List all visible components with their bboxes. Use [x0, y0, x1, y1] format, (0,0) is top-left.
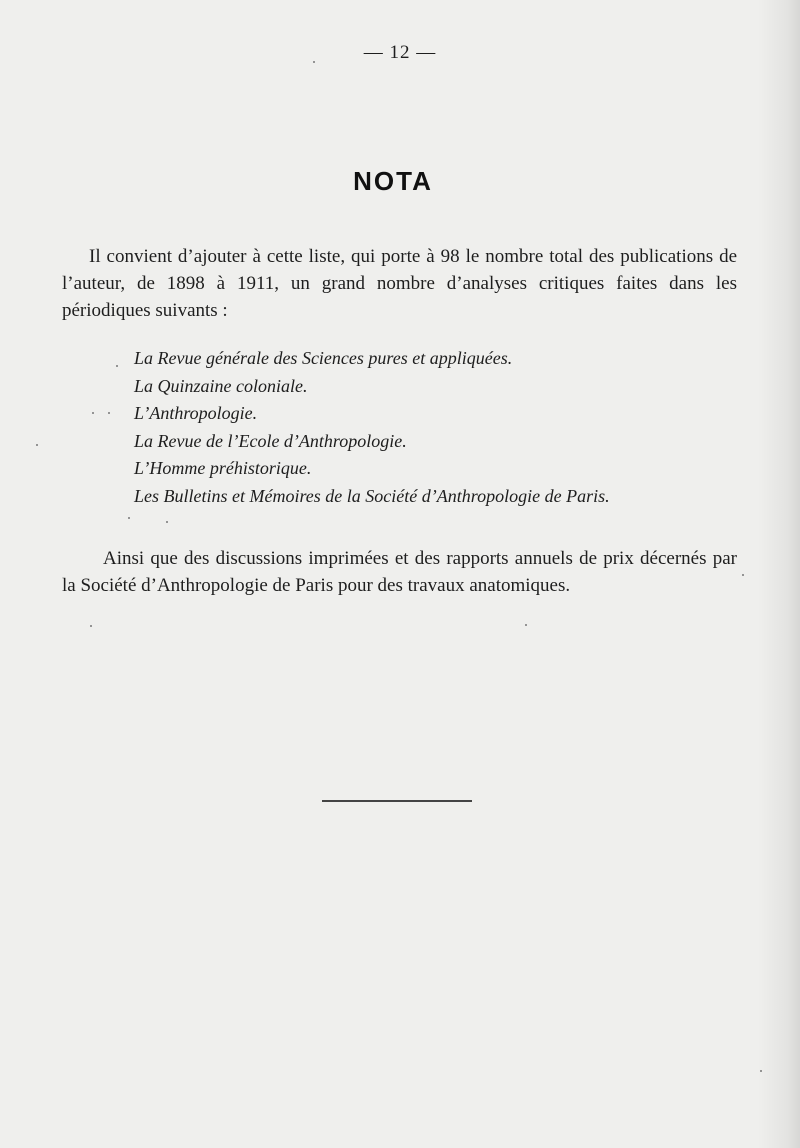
list-item: La Revue générale des Sciences pures et appliquées. [134, 348, 513, 368]
list-item: L’Homme préhistorique. [134, 458, 312, 478]
section-heading: NOTA [353, 166, 433, 196]
list-item: La Revue de l’Ecole d’Anthropologie. [134, 430, 407, 451]
periodicals-list [134, 345, 694, 510]
paper-speck [116, 365, 118, 367]
paper-speck [128, 517, 130, 519]
end-rule [322, 800, 472, 802]
list-item: L’Anthropologie. [134, 403, 258, 423]
list-item: Les Bulletins et Mémoires de la Société d’Anthropologie de Paris. [134, 485, 610, 506]
intro-paragraph: Il convient d’ajouter à cette liste, qui porte à 98 le nombre total des publications de l’auteur, de 1898 à 1911, un grand nombre d’analyses critiques faites dans les périodiques suivants : [62, 246, 737, 321]
paper-speck [92, 412, 94, 414]
paper-speck [313, 61, 315, 63]
paper-speck [760, 1070, 762, 1072]
paper-speck [36, 444, 38, 446]
closing-paragraph: Ainsi que des discussions imprimées et des rapports annuels de prix décernés par la Société d’Anthropologie de Paris pour des travaux anatomiques. [62, 548, 737, 596]
list-item: La Quinzaine coloniale. [134, 375, 308, 396]
paper-speck [166, 521, 168, 523]
page-number: — 12 — [363, 42, 437, 63]
paper-speck [90, 625, 92, 627]
paper-speck [525, 624, 527, 626]
paper-speck [108, 412, 110, 414]
paper-speck [742, 574, 744, 576]
